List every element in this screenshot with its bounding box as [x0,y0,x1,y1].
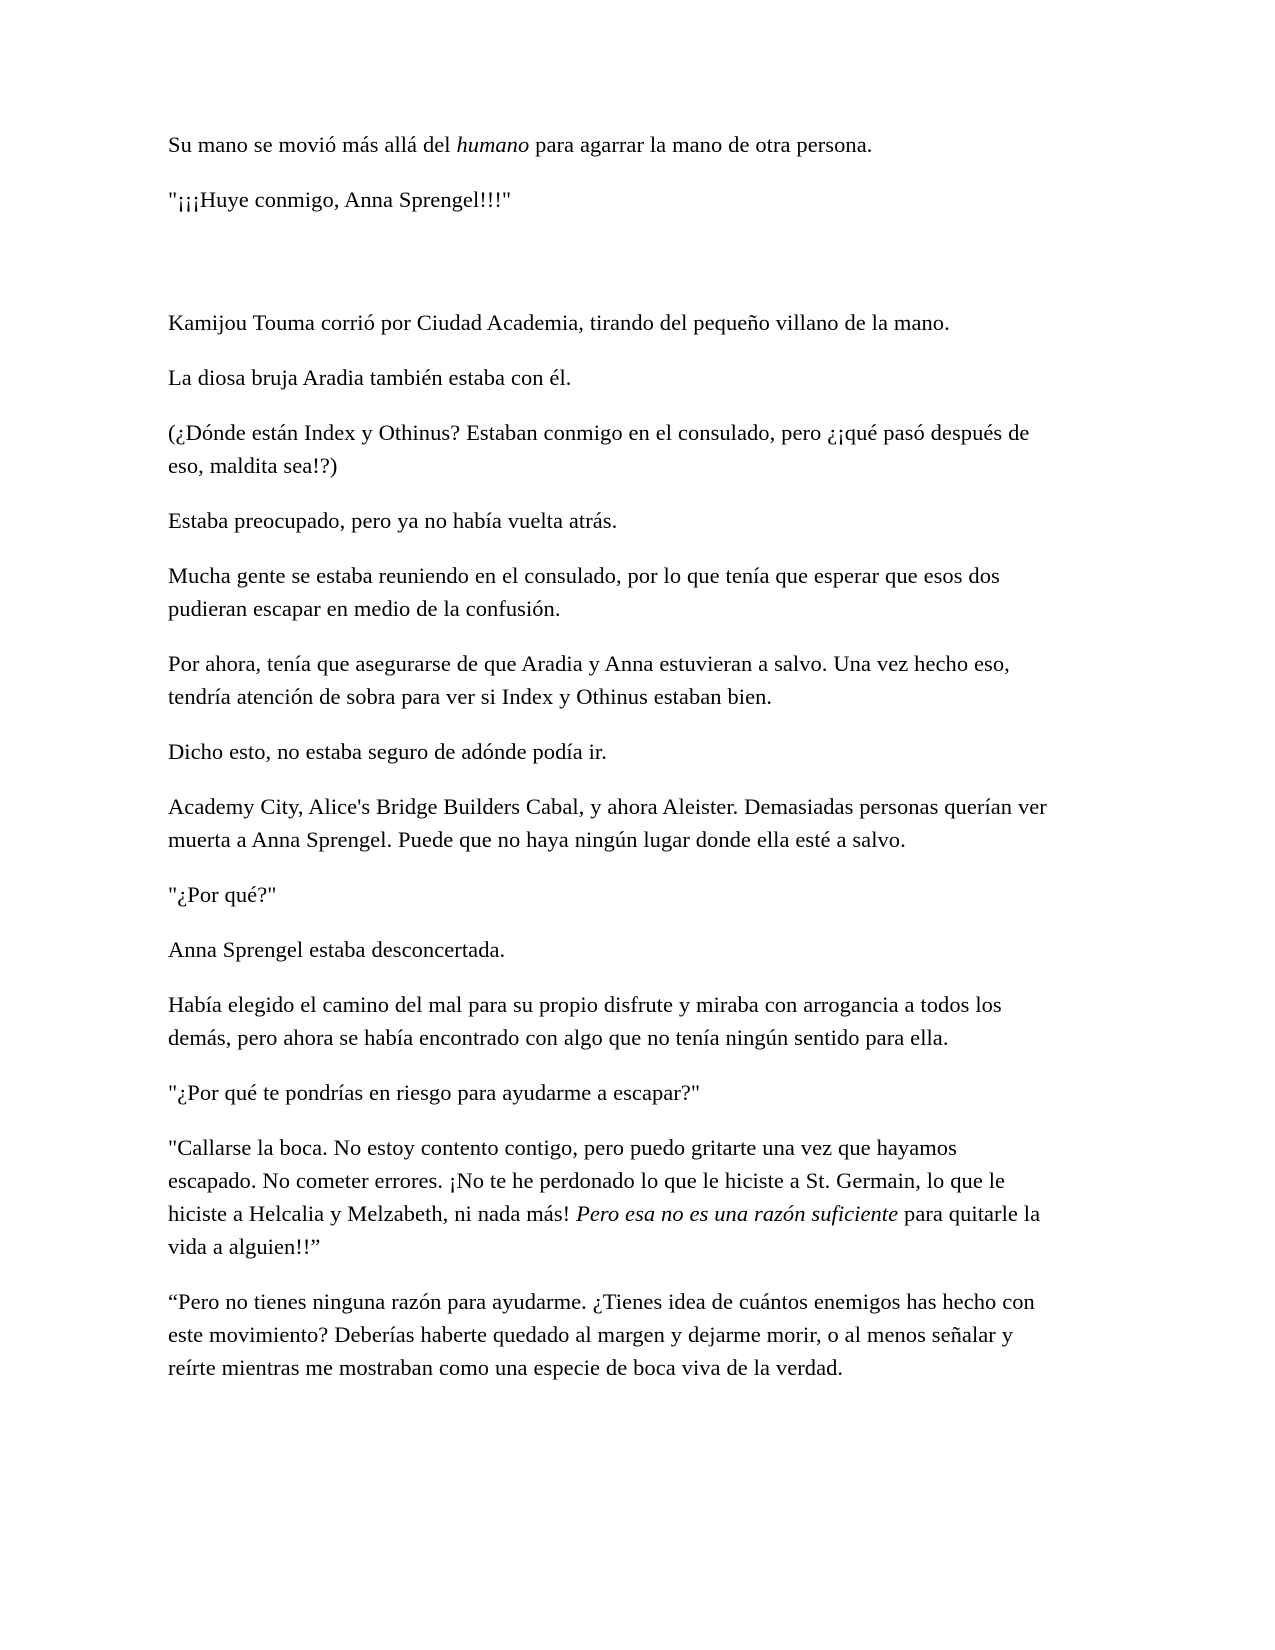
body-text: Estaba preocupado, pero ya no había vuelta atrás. [168,508,618,533]
paragraph-no-reason-to-help [168,1285,1048,1384]
paragraph-why [168,878,1048,911]
body-text: "¿Por qué?" [168,882,277,907]
body-text: para agarrar la mano de otra persona. [529,132,873,157]
body-text: Kamijou Touma corrió por Ciudad Academia, tirando del pequeño villano de la mano. [168,310,950,335]
paragraph-hand-moved [168,128,1048,161]
paragraph-why-risk-yourself [168,1076,1048,1109]
body-text: "¿Por qué te pondrías en riesgo para ayudarme a escapar?" [168,1080,701,1105]
paragraph-chose-path-of-evil [168,988,1048,1054]
emphasis-text: Pero esa no es una razón suficiente [576,1201,899,1226]
body-text: La diosa bruja Aradia también estaba con él. [168,365,572,390]
paragraph-where-are-index-othinus [168,416,1048,482]
body-text: Academy City, Alice's Bridge Builders Cabal, y ahora Aleister. Demasiadas personas querían ver muerta a Anna Sprengel. Puede que no haya ningún lugar donde ella esté a salvo. [168,794,1047,852]
paragraph-anna-bewildered [168,933,1048,966]
body-text: Anna Sprengel estaba desconcertada. [168,937,506,962]
paragraph-kamijou-ran [168,306,1048,339]
body-text: Dicho esto, no estaba seguro de adónde podía ir. [168,739,607,764]
body-text: para quitarle la vida a alguien!!” [168,1201,1041,1259]
paragraph-make-sure-aradia-anna-safe [168,647,1048,713]
body-text: Había elegido el camino del mal para su propio disfrute y miraba con arrogancia a todos los demás, pero ahora se había encontrado con algo que no tenía ningún sentido para ella. [168,992,1002,1050]
body-text: "Callarse la boca. No estoy contento contigo, pero puedo gritarte una vez que hayamos escapado. No cometer errores. ¡No te he perdonado lo que le hiciste a St. Germain, lo que le hiciste a Helcalia y Melzabeth, ni nada más! [168,1135,1006,1226]
paragraph-not-sure-where-to-go [168,735,1048,768]
emphasis-text: humano [456,132,530,157]
body-text: Su mano se movió más allá del [168,132,457,157]
paragraph-run-with-me [168,183,1048,216]
paragraph-aradia-with-him [168,361,1048,394]
paragraph-worried-no-turning-back [168,504,1048,537]
document-text-column [168,128,1048,1384]
body-text: Por ahora, tenía que asegurarse de que Aradia y Anna estuvieran a salvo. Una vez hecho eso, tendría atención de sobra para ver si Index y Othinus estaban bien. [168,651,1010,709]
paragraph-shut-up-reply [168,1131,1048,1263]
body-text: “Pero no tienes ninguna razón para ayudarme. ¿Tienes idea de cuántos enemigos has hecho con este movimiento? Deberías haberte quedado al margen y dejarme morir, o al menos señalar y reírte mientras me mostraban como una especie de boca viva de la verdad. [168,1289,1035,1380]
paragraph-crowd-at-consulate [168,559,1048,625]
body-text: Mucha gente se estaba reuniendo en el consulado, por lo que tenía que esperar que esos dos pudieran escapar en medio de la confusión. [168,563,1000,621]
paragraph-too-many-enemies [168,790,1048,856]
body-text: (¿Dónde están Index y Othinus? Estaban conmigo en el consulado, pero ¿¡qué pasó después de eso, maldita sea!?) [168,420,1030,478]
body-text: "¡¡¡Huye conmigo, Anna Sprengel!!!" [168,187,512,212]
